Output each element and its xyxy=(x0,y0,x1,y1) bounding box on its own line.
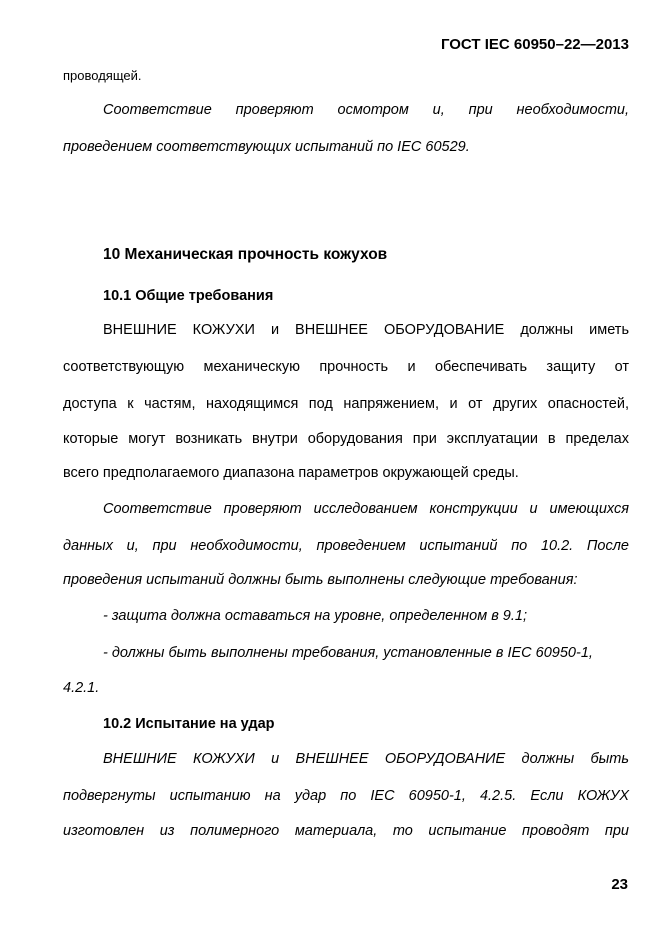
check-10-1-line-1: Соответствие проверяют исследованием конструкции и имеющихся xyxy=(103,501,629,517)
check-10-1-line-2: данных и, при необходимости, проведением испытаний по 10.2. После xyxy=(63,538,629,554)
para-10-1-line-2: соответствующую механическую прочность и обеспечивать защиту от xyxy=(63,359,629,375)
requirement-item-2-line-1: - должны быть выполнены требования, установленные в IEC 60950-1, xyxy=(103,645,593,661)
para-10-2-line-3: изготовлен из полимерного материала, то испытание проводят при xyxy=(63,823,629,839)
document-code-header: ГОСТ IEC 60950–22—2013 xyxy=(440,36,629,53)
para-10-1-line-5: всего предполагаемого диапазона параметров окружающей среды. xyxy=(63,465,519,481)
page-number: 23 xyxy=(611,876,628,893)
requirement-item-2-line-2: 4.2.1. xyxy=(63,680,100,696)
para-10-1-line-1: ВНЕШНИЕ КОЖУХИ и ВНЕШНЕЕ ОБОРУДОВАНИЕ должны иметь xyxy=(103,322,629,338)
check-1-line-2: проведением соответствующих испытаний по IEC 60529. xyxy=(63,139,470,155)
para-10-1-line-4: которые могут возникать внутри оборудования при эксплуатации в пределах xyxy=(63,431,629,447)
section-10-1-heading: 10.1 Общие требования xyxy=(103,288,274,304)
section-10-heading: 10 Механическая прочность кожухов xyxy=(103,246,388,263)
para-10-2-line-1: ВНЕШНИЕ КОЖУХИ и ВНЕШНЕЕ ОБОРУДОВАНИЕ должны быть xyxy=(103,751,629,767)
para-10-1-line-3: доступа к частям, находящимся под напряжением, и от других опасностей, xyxy=(63,396,629,412)
requirement-item-1: - защита должна оставаться на уровне, определенном в 9.1; xyxy=(103,608,527,624)
section-10-2-heading: 10.2 Испытание на удар xyxy=(103,716,275,732)
check-10-1-line-3: проведения испытаний должны быть выполнены следующие требования: xyxy=(63,572,578,588)
intro-tail-text: проводящей. xyxy=(63,68,142,83)
para-10-2-line-2: подвергнуты испытанию на удар по IEC 60950-1, 4.2.5. Если КОЖУХ xyxy=(63,788,629,804)
check-1-line-1: Соответствие проверяют осмотром и, при необходимости, xyxy=(103,102,629,118)
